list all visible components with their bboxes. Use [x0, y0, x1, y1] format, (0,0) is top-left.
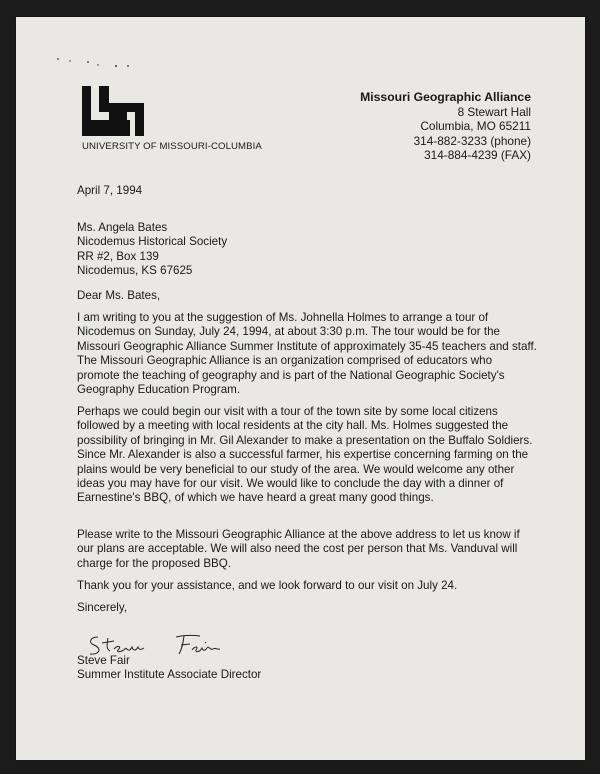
salutation: Dear Ms. Bates, — [77, 289, 161, 302]
paragraph-3: Please write to the Missouri Geographic Alliance at the above address to let us know if our plans are acceptable. We will also need the cost per person that Ms. Vanduval will charge for the proposed BBQ. — [77, 528, 520, 570]
paragraph-2: Perhaps we could begin our visit with a tour of the town site by some local citizens followed by a meeting with local residents at the city hall. Ms. Holmes suggested the possibility of bringing in Mr. Gil Alexander to make a presentation on the Buffalo Soldiers. Since Mr. Alexander is also a successful farmer, his expertise concerning farming on the plains would be very beneficial to our study of the area. We would welcome any other ideas you may have for our visit. We would like to conclude the day with a dinner of Earnestine's BBQ, of which we have heard a great many good things. — [77, 405, 533, 505]
recipient-city: Nicodemus, KS 67625 — [77, 264, 193, 278]
recipient-address — [77, 221, 537, 279]
paragraph-1: I am writing to you at the suggestion of Ms. Johnella Holmes to arrange a tour of Nicodemus on Sunday, July 24, 1994, at about 3:30 p.m. The tour would be for the Missouri Geographic Alliance Summer Institute of approximately 35-45 teachers and staff. The Missouri Geographic Alliance is an organization comprised of educators who promote the teaching of geography and is part of the National Geographic Society's Geography Education Program. — [77, 311, 537, 397]
letter-date: April 7, 1994 — [77, 184, 143, 197]
organization-block — [360, 90, 531, 163]
paragraph-4: Thank you for your assistance, and we look forward to our visit on July 24. — [77, 579, 458, 592]
signer-name: Steve Fair — [77, 654, 130, 667]
recipient-org: Nicodemus Historical Society — [77, 235, 228, 249]
signer-title: Summer Institute Associate Director — [77, 668, 262, 682]
org-address-line2: Columbia, MO 65211 — [420, 119, 531, 134]
recipient-street: RR #2, Box 139 — [77, 249, 159, 263]
org-address-line1: 8 Stewart Hall — [457, 104, 531, 119]
um-logo-icon — [82, 86, 144, 136]
closing: Sincerely, — [77, 601, 128, 614]
recipient-name: Ms. Angela Bates — [77, 221, 168, 234]
paper-specks — [30, 39, 140, 69]
letter-page — [16, 17, 585, 760]
signer-block — [77, 654, 537, 683]
university-name: UNIVERSITY OF MISSOURI-COLUMBIA — [82, 141, 262, 152]
organization-name: Missouri Geographic Alliance — [360, 90, 531, 104]
org-fax: 314-884-4239 (FAX) — [424, 148, 531, 163]
org-phone: 314-882-3233 (phone) — [413, 133, 531, 148]
